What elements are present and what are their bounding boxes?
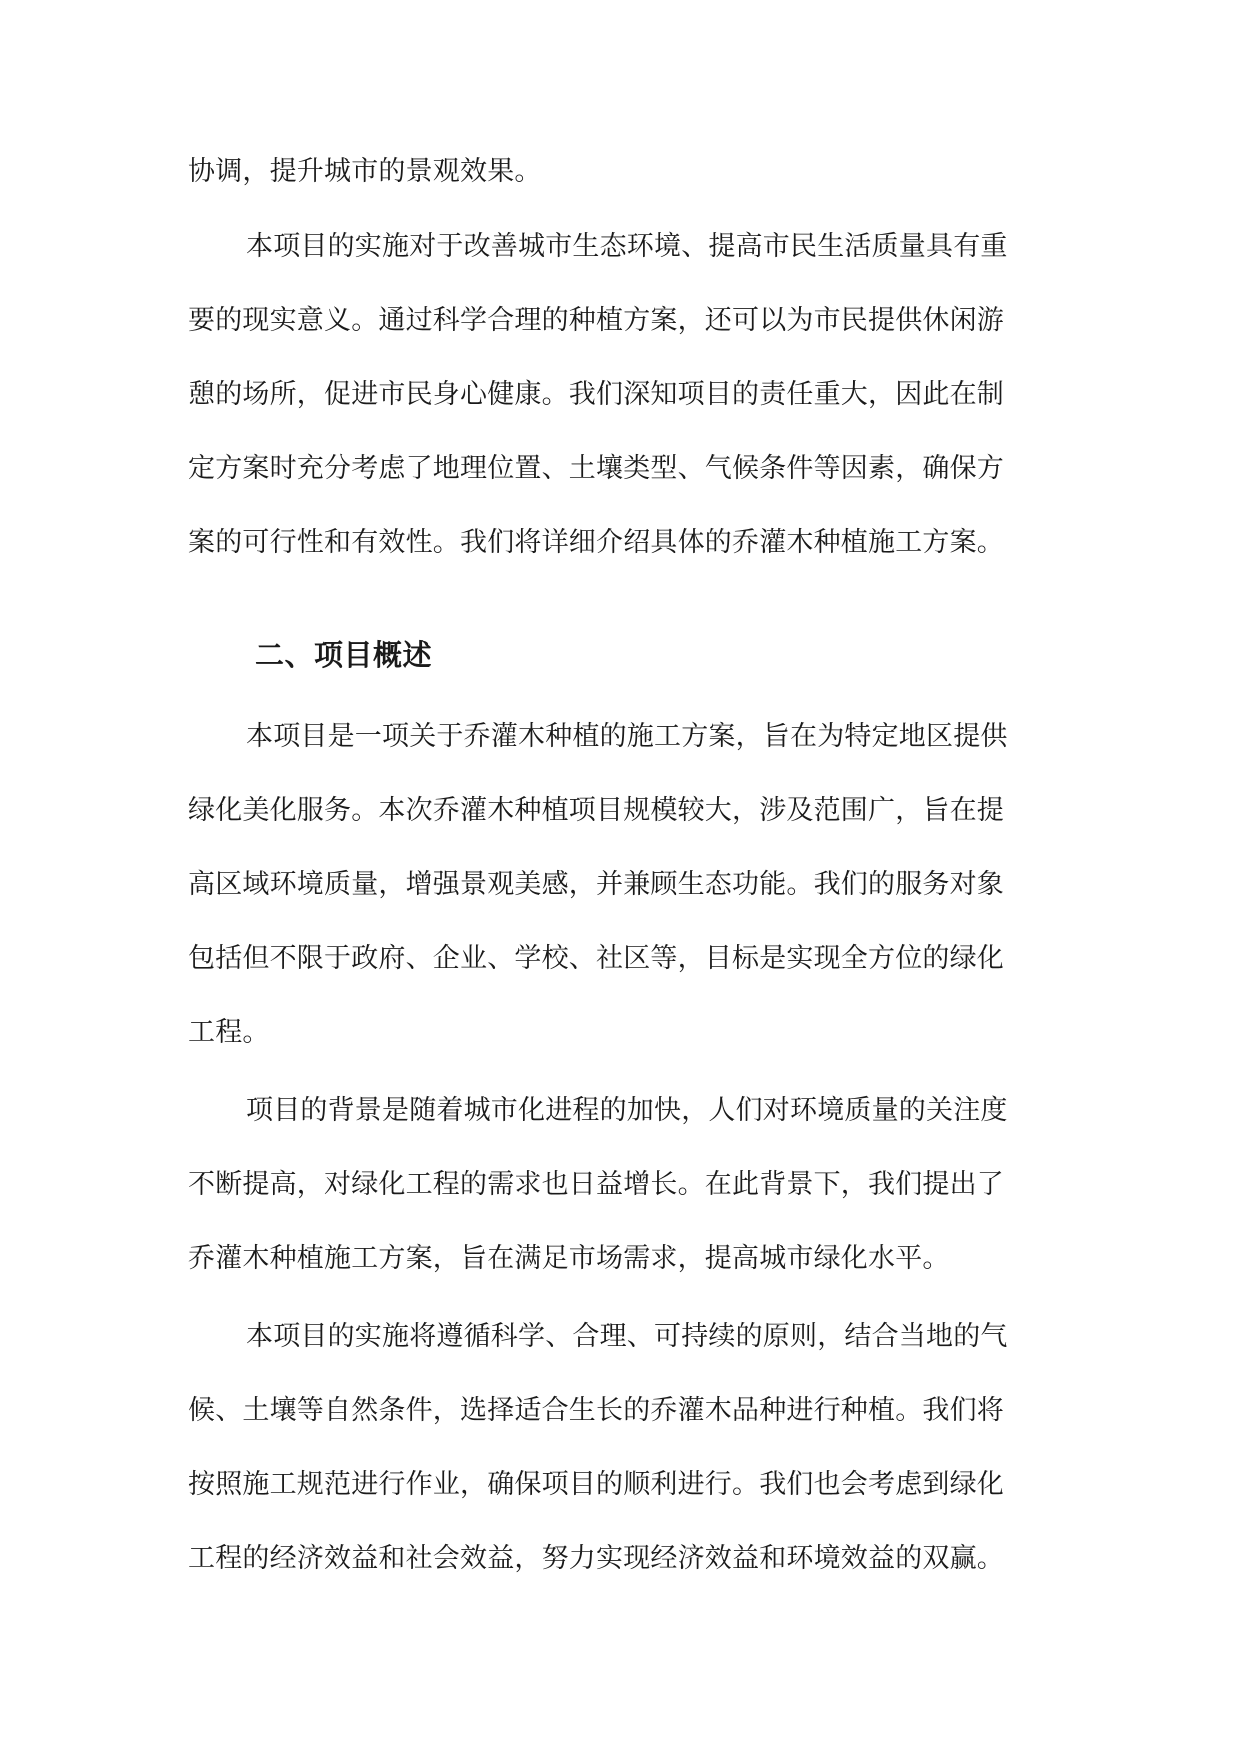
paragraph-line: 绿化美化服务。本次乔灌木种植项目规模较大，涉及范围广，旨在提 — [188, 795, 1004, 826]
paragraph-line: 本项目的实施将遵循科学、合理、可持续的原则，结合当地的气 — [246, 1321, 1008, 1352]
paragraph-line: 憩的场所，促进市民身心健康。我们深知项目的责任重大，因此在制 — [188, 379, 1004, 410]
paragraph-line: 高区域环境质量，增强景观美感，并兼顾生态功能。我们的服务对象 — [188, 869, 1004, 900]
paragraph-line: 案的可行性和有效性。我们将详细介绍具体的乔灌木种植施工方案。 — [188, 527, 1004, 558]
paragraph-line: 工程。 — [188, 1017, 270, 1048]
paragraph-line: 协调，提升城市的景观效果。 — [188, 156, 542, 187]
paragraph-line: 工程的经济效益和社会效益，努力实现经济效益和环境效益的双赢。 — [188, 1543, 1004, 1574]
paragraph-line: 候、土壤等自然条件，选择适合生长的乔灌木品种进行种植。我们将 — [188, 1395, 1004, 1426]
paragraph-line: 本项目是一项关于乔灌木种植的施工方案，旨在为特定地区提供 — [246, 721, 1008, 752]
paragraph-line: 要的现实意义。通过科学合理的种植方案，还可以为市民提供休闲游 — [188, 305, 1004, 336]
paragraph-line: 乔灌木种植施工方案，旨在满足市场需求，提高城市绿化水平。 — [188, 1243, 950, 1274]
paragraph-line: 包括但不限于政府、企业、学校、社区等，目标是实现全方位的绿化 — [188, 943, 1004, 974]
paragraph-line: 本项目的实施对于改善城市生态环境、提高市民生活质量具有重 — [246, 231, 1008, 262]
section-heading: 二、项目概述 — [255, 638, 433, 672]
paragraph-line: 不断提高，对绿化工程的需求也日益增长。在此背景下，我们提出了 — [188, 1169, 1004, 1200]
paragraph-line: 定方案时充分考虑了地理位置、土壤类型、气候条件等因素，确保方 — [188, 453, 1004, 484]
paragraph-line: 按照施工规范进行作业，确保项目的顺利进行。我们也会考虑到绿化 — [188, 1469, 1004, 1500]
paragraph-line: 项目的背景是随着城市化进程的加快，人们对环境质量的关注度 — [246, 1095, 1008, 1126]
